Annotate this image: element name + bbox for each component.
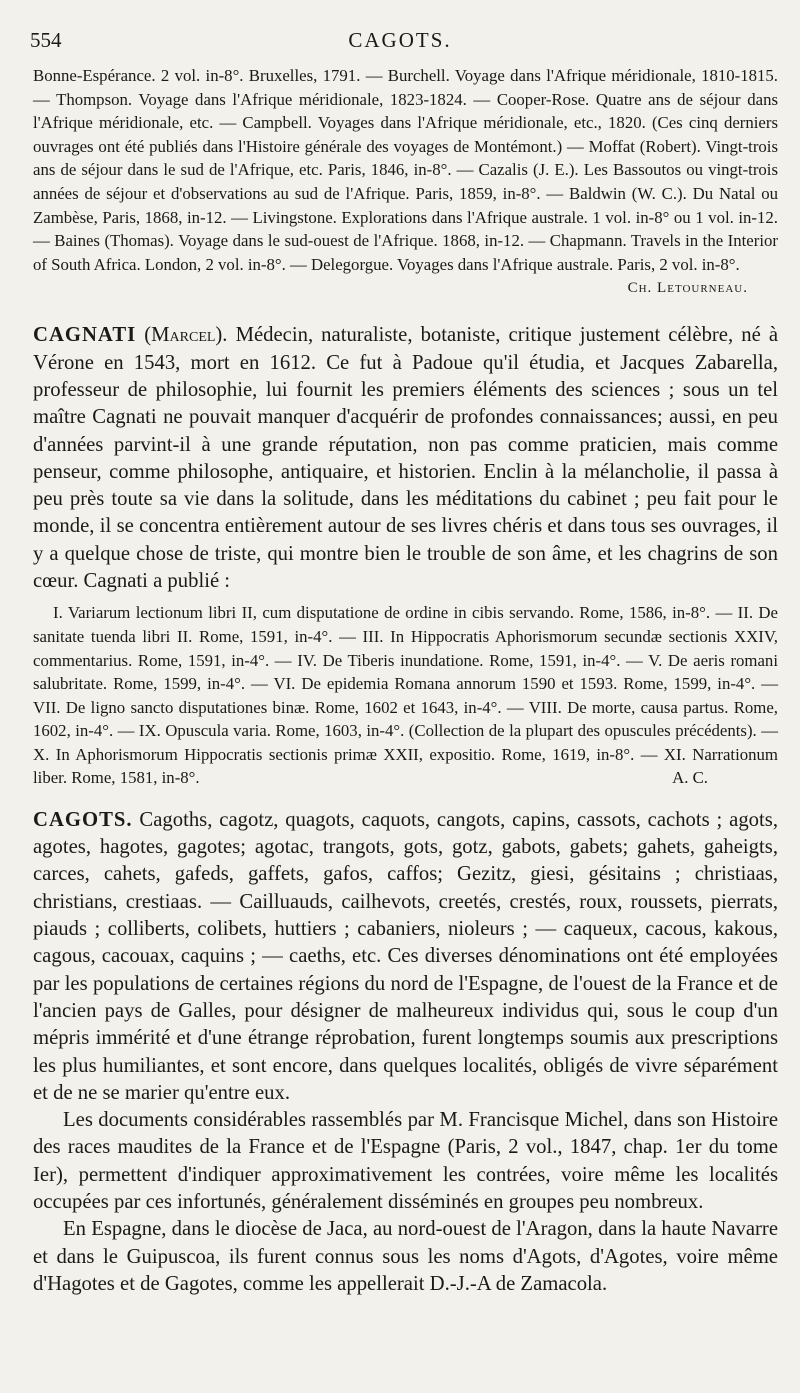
entry-body: Cagoths, cagotz, quagots, caquots, cangots, capins, cassots, cachots ; agots, agotes, hagotes, gagotes; agotac, trangots, gots, gotz, gabots, gabets; gahets, gaheigts, carces, cahets, gafeds, gaffets, gafos, caffos; Gezitz, giesi, gésitains ; christiaas, christians, crestiaas. — Cailluauds, cailhevots, creetés, crestés, roux, roussets, pierrats, piauds ; colliberts, colibets, huttiers ; cabaniers, nioleurs ; — caqueux, cacous, kakous, cagous, cacouax, caquins ; — caeths, etc. Ces diverses dénominations ont été employées par les populations de certaines régions du nord de l'Espagne, de l'ouest de la France et de l'ancien pays de Galles, pour désigner de malheureux individus qui, sous le coup d'un mépris immérité et d'une étrange réprobation, furent longtemps soumis aux prescriptions les plus humiliantes, et sont encore, dans quelques localités, obligés de vivre séparément et de ne se marier qu'entre eux. — [33, 808, 778, 1104]
entry-name: (Marcel). — [144, 324, 228, 347]
entry-cagots — [33, 807, 778, 1107]
page-number: 554 — [30, 28, 62, 52]
author-signature: Ch. Letourneau. — [627, 280, 748, 297]
entry-paragraph: Les documents considérables rassemblés par M. Francisque Michel, dans son Histoire des races maudites de la France et de l'Espagne (Paris, 2 vol., 1847, chap. 1er du tome Ier), permettent d'indiquer approximativement les contrées, voire même les localités occupées par ces infortunés, généralement disséminés en groupes peu nombreux. — [33, 1109, 778, 1214]
page-content — [33, 64, 778, 1298]
works-list: I. Variarum lectionum libri II, cum disputatione de ordine in cibis servando. Rome, 1586, in-8°. — II. De sanitate tuenda libri II. Rome, 1591, in-4°. — III. In Hippocratis Aphorismorum secundæ sectionis XXIV, commentarius. Rome, 1591, in-4°. — IV. De Tiberis inundatione. Rome, 1591, in-4°. — V. De aeris romani salubritate. Rome, 1599, in-4°. — VI. De epidemia Romana annorum 1590 et 1593. Rome, 1599, in-4°. — VII. De ligno sancto disputationes binæ. Rome, 1602 et 1643, in-4°. — VIII. De morte, causa partus. Rome, 1602, in-4°. — IX. Opuscula varia. Rome, 1603, in-4°. (Collection de la plupart des opuscules précédents). — X. In Aphorismorum Hippocratis sectionis primæ XXII, expositio. Rome, 1619, in-8°. — XI. Narrationum liber. Rome, 1581, in-8°. — [33, 603, 778, 788]
bibliography-paragraph: Bonne-Espérance. 2 vol. in-8°. Bruxelles, 1791. — Burchell. Voyage dans l'Afrique méridionale, 1810-1815. — Thompson. Voyage dans l'Afrique méridionale, 1823-1824. — Cooper-Rose. Quatre ans de séjour dans l'Afrique méridionale, etc. — Campbell. Voyages dans l'Afrique méridionale, etc., 1820. (Ces cinq derniers ouvrages ont été publiés dans l'Histoire générale des voyages de Montémont.) — Moffat (Robert). Vingt-trois ans de séjour dans le sud de l'Afrique, etc. Paris, 1846, in-8°. — Cazalis (J. E.). Les Bassoutos ou vingt-trois années de séjour et d'observations au sud de l'Afrique. Paris, 1859, in-8°. — Baldwin (W. C.). Du Natal ou Zambèse, Paris, 1868, in-12. — Livingstone. Explorations dans l'Afrique australe. 1 vol. in-8° ou 1 vol. in-12. — Baines (Thomas). Voyage dans le sud-ouest de l'Afrique. 1868, in-12. — Chapmann. Travels in the Interior of South Africa. London, 2 vol. in-8°. — Delegorgue. Voyages dans l'Afrique australe. Paris, 2 vol. in-8°. — [33, 66, 778, 274]
entry-headword: CAGNATI — [33, 324, 137, 347]
entry-body: Médecin, naturaliste, botaniste, critique justement célèbre, né à Vérone en 1543, mort en 1612. Ce fut à Padoue qu'il étudia, et Jacques Zabarella, professeur de philosophie, lui fournit les premiers éléments des sciences ; sous un tel maître Cagnati ne pouvait manquer d'acquérir de profondes connaissances; aussi, en peu d'années parvint-il à une grande réputation, non pas comme praticien, mais comme penseur, comme philosophe, antiquaire, et historien. Enclin à la mélancholie, il passa à peu près toute sa vie dans la solitude, dans les méditations du cabinet ; peu fait pour le monde, il se concentra entièrement autour de ses livres chéris et dans tous ses ouvrages, il y a quelque chose de triste, qui montre bien le trouble de son âme, et les chagrins de son cœur. Cagnati a publié : — [33, 324, 779, 593]
entry-paragraph: En Espagne, dans le diocèse de Jaca, au nord-ouest de l'Aragon, dans la haute Navarre et dans le Guipuscoa, ils furent connus sous les noms d'Agots, d'Agotes, voire même d'Hagotes et de Gagotes, comme les appellerait D.-J.-A de Zamacola. — [33, 1218, 778, 1295]
entry-signature: A. C. — [672, 768, 708, 788]
page-header — [30, 28, 770, 58]
entry-headword: CAGOTS. — [33, 808, 133, 831]
running-head: CAGOTS. — [348, 28, 452, 52]
entry-cagnati — [33, 322, 778, 595]
